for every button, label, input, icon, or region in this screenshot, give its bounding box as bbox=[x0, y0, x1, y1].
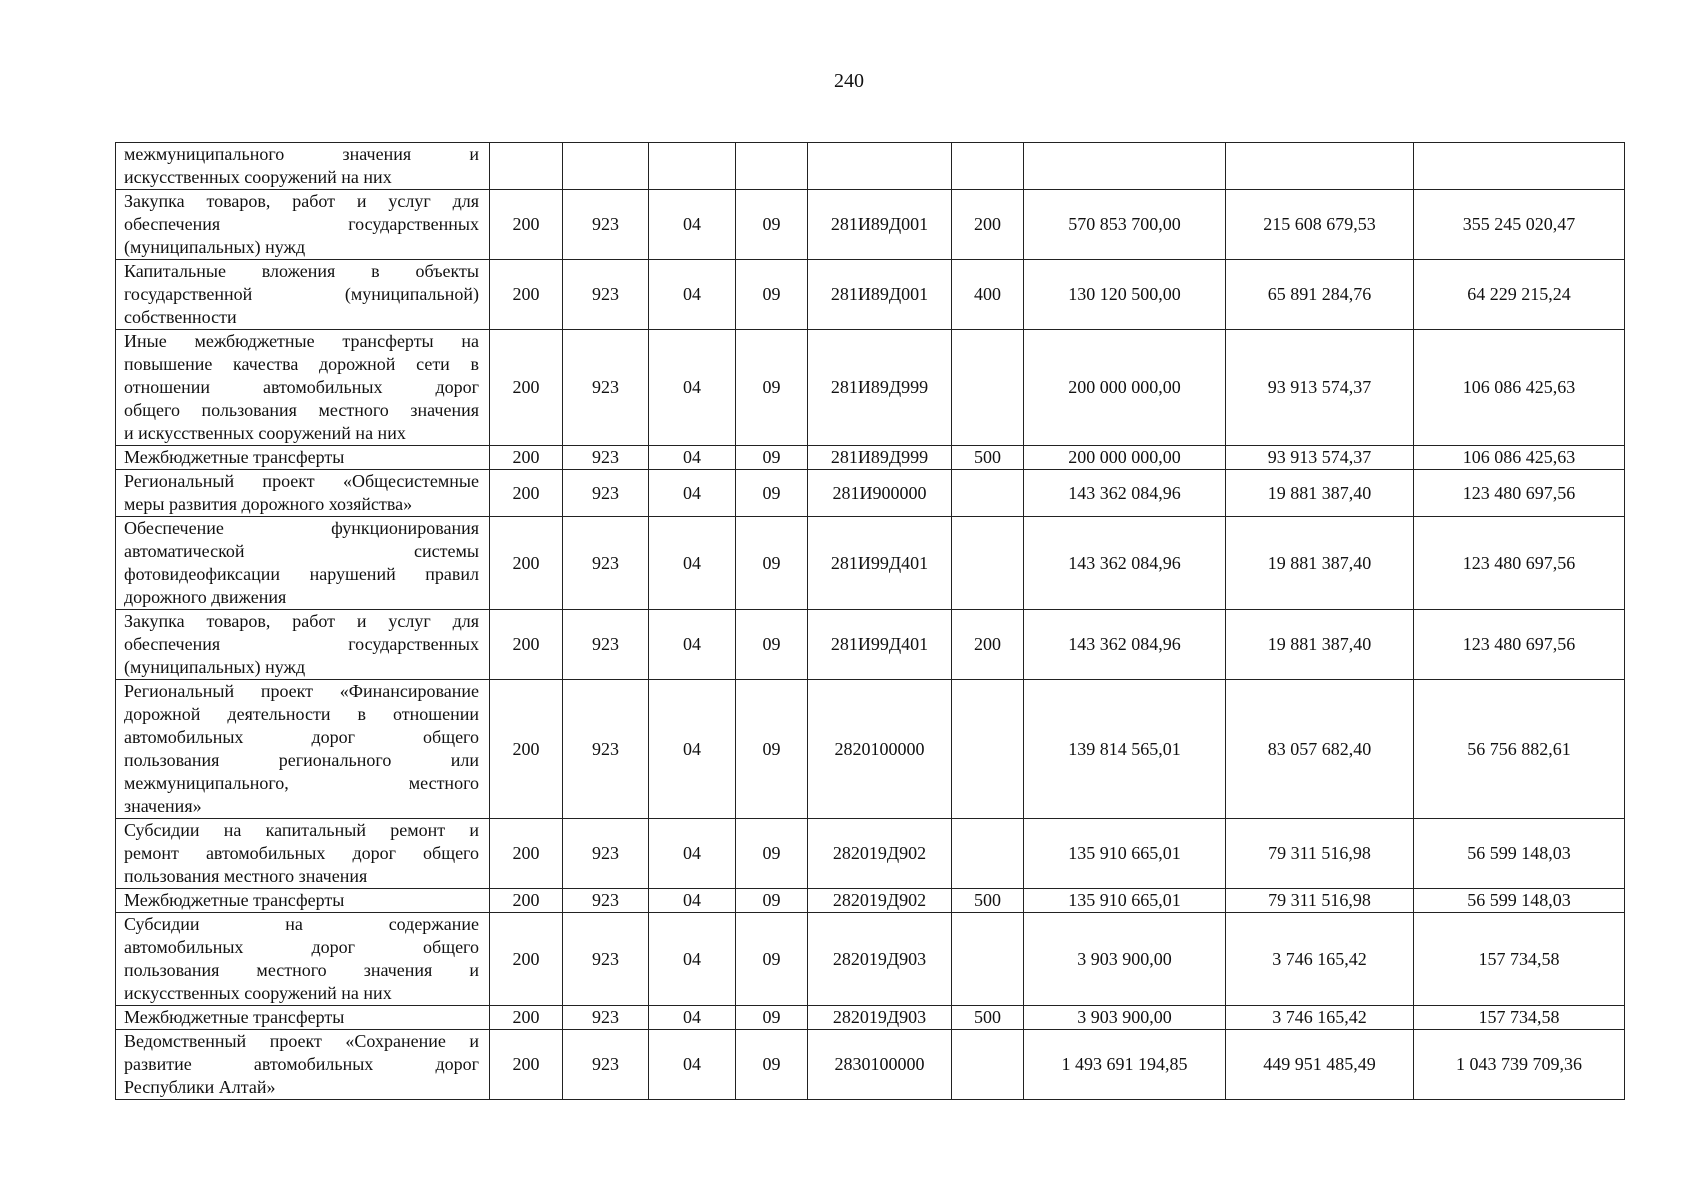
row-name-line: дорожного движения bbox=[124, 587, 287, 607]
row-name-line: Субсидии на капитальный ремонт и bbox=[124, 820, 479, 840]
cell-c3: 04 bbox=[649, 517, 736, 610]
cell-v1: 3 903 900,00 bbox=[1024, 1006, 1226, 1030]
table-row bbox=[116, 819, 1625, 889]
row-name-line: автомобильных дорог общего bbox=[124, 727, 479, 747]
cell-c1: 200 bbox=[490, 330, 563, 446]
cell-c2: 923 bbox=[563, 517, 649, 610]
cell-v1 bbox=[1024, 143, 1226, 190]
cell-c4: 09 bbox=[736, 260, 808, 330]
table-row bbox=[116, 1006, 1625, 1030]
table-row bbox=[116, 470, 1625, 517]
cell-c4: 09 bbox=[736, 1030, 808, 1100]
cell-c2: 923 bbox=[563, 190, 649, 260]
cell-c6: 200 bbox=[952, 610, 1024, 680]
cell-c5: 282019Д902 bbox=[808, 889, 952, 913]
row-name-line: искусственных сооружений на них bbox=[124, 983, 392, 1003]
table-row bbox=[116, 517, 1625, 610]
row-name-line: искусственных сооружений на них bbox=[124, 167, 392, 187]
row-name-line: (муниципальных) нужд bbox=[124, 657, 306, 677]
cell-c3: 04 bbox=[649, 330, 736, 446]
cell-v3: 1 043 739 709,36 bbox=[1414, 1030, 1625, 1100]
cell-v3: 56 756 882,61 bbox=[1414, 680, 1625, 819]
cell-c2: 923 bbox=[563, 470, 649, 517]
cell-v1: 570 853 700,00 bbox=[1024, 190, 1226, 260]
cell-c2: 923 bbox=[563, 819, 649, 889]
cell-v2: 19 881 387,40 bbox=[1226, 470, 1414, 517]
cell-v3: 56 599 148,03 bbox=[1414, 889, 1625, 913]
cell-c4: 09 bbox=[736, 330, 808, 446]
cell-v2: 93 913 574,37 bbox=[1226, 330, 1414, 446]
table-row bbox=[116, 446, 1625, 470]
row-name-line: значения» bbox=[124, 796, 202, 816]
cell-c6: 500 bbox=[952, 889, 1024, 913]
cell-c3: 04 bbox=[649, 446, 736, 470]
cell-c5: 2830100000 bbox=[808, 1030, 952, 1100]
row-name-line: автоматической системы bbox=[124, 541, 479, 561]
cell-c6 bbox=[952, 330, 1024, 446]
cell-c6 bbox=[952, 680, 1024, 819]
cell-v3: 56 599 148,03 bbox=[1414, 819, 1625, 889]
cell-v2: 19 881 387,40 bbox=[1226, 610, 1414, 680]
cell-v1: 200 000 000,00 bbox=[1024, 446, 1226, 470]
cell-v2: 215 608 679,53 bbox=[1226, 190, 1414, 260]
cell-c1: 200 bbox=[490, 680, 563, 819]
cell-c6 bbox=[952, 517, 1024, 610]
row-name-line: Закупка товаров, работ и услуг для bbox=[124, 191, 479, 211]
cell-c6 bbox=[952, 143, 1024, 190]
cell-c3: 04 bbox=[649, 610, 736, 680]
cell-c6: 500 bbox=[952, 446, 1024, 470]
cell-v2: 3 746 165,42 bbox=[1226, 913, 1414, 1006]
cell-c4: 09 bbox=[736, 680, 808, 819]
cell-c2: 923 bbox=[563, 680, 649, 819]
row-name-line: пользования регионального или bbox=[124, 750, 479, 770]
cell-c5: 282019Д903 bbox=[808, 913, 952, 1006]
cell-c1: 200 bbox=[490, 446, 563, 470]
row-name-line: Закупка товаров, работ и услуг для bbox=[124, 611, 479, 631]
cell-v3: 123 480 697,56 bbox=[1414, 517, 1625, 610]
cell-v2: 449 951 485,49 bbox=[1226, 1030, 1414, 1100]
cell-v1: 139 814 565,01 bbox=[1024, 680, 1226, 819]
row-name-line: обеспечения государственных bbox=[124, 214, 479, 234]
cell-v1: 130 120 500,00 bbox=[1024, 260, 1226, 330]
row-name-line: (муниципальных) нужд bbox=[124, 237, 306, 257]
cell-c1: 200 bbox=[490, 517, 563, 610]
cell-c4: 09 bbox=[736, 610, 808, 680]
cell-v2: 65 891 284,76 bbox=[1226, 260, 1414, 330]
cell-v3: 123 480 697,56 bbox=[1414, 470, 1625, 517]
row-name-line: Межбюджетные трансферты bbox=[124, 1007, 345, 1027]
cell-c1: 200 bbox=[490, 819, 563, 889]
row-name-line: и искусственных сооружений на них bbox=[124, 423, 406, 443]
cell-c2: 923 bbox=[563, 1030, 649, 1100]
table-row bbox=[116, 889, 1625, 913]
row-name bbox=[116, 680, 490, 819]
row-name-line: дорожной деятельности в отношении bbox=[124, 704, 479, 724]
row-name-line: Республики Алтай» bbox=[124, 1077, 276, 1097]
cell-v1: 143 362 084,96 bbox=[1024, 517, 1226, 610]
cell-c3: 04 bbox=[649, 1030, 736, 1100]
cell-c5: 282019Д902 bbox=[808, 819, 952, 889]
cell-c2: 923 bbox=[563, 913, 649, 1006]
cell-c5: 281И99Д401 bbox=[808, 610, 952, 680]
row-name bbox=[116, 1030, 490, 1100]
cell-c5: 282019Д903 bbox=[808, 1006, 952, 1030]
cell-c6 bbox=[952, 913, 1024, 1006]
cell-v3 bbox=[1414, 143, 1625, 190]
cell-c3: 04 bbox=[649, 680, 736, 819]
cell-c4: 09 bbox=[736, 913, 808, 1006]
cell-c3: 04 bbox=[649, 1006, 736, 1030]
cell-v2: 79 311 516,98 bbox=[1226, 889, 1414, 913]
cell-c3: 04 bbox=[649, 260, 736, 330]
row-name-line: пользования местного значения и bbox=[124, 960, 479, 980]
row-name bbox=[116, 889, 490, 913]
cell-v1: 143 362 084,96 bbox=[1024, 470, 1226, 517]
row-name-line: общего пользования местного значения bbox=[124, 400, 479, 420]
row-name-line: пользования местного значения bbox=[124, 866, 368, 886]
cell-c1: 200 bbox=[490, 1030, 563, 1100]
cell-c3: 04 bbox=[649, 470, 736, 517]
row-name-line: Межбюджетные трансферты bbox=[124, 890, 345, 910]
cell-c5 bbox=[808, 143, 952, 190]
cell-c5: 281И99Д401 bbox=[808, 517, 952, 610]
cell-c3 bbox=[649, 143, 736, 190]
table-row bbox=[116, 610, 1625, 680]
cell-c2: 923 bbox=[563, 330, 649, 446]
row-name bbox=[116, 610, 490, 680]
row-name bbox=[116, 330, 490, 446]
table-row bbox=[116, 143, 1625, 190]
cell-c6 bbox=[952, 470, 1024, 517]
row-name-line: Обеспечение функционирования bbox=[124, 518, 479, 538]
cell-v3: 157 734,58 bbox=[1414, 913, 1625, 1006]
cell-c3: 04 bbox=[649, 889, 736, 913]
cell-v1: 135 910 665,01 bbox=[1024, 889, 1226, 913]
cell-c6: 500 bbox=[952, 1006, 1024, 1030]
row-name-line: фотовидеофиксации нарушений правил bbox=[124, 564, 479, 584]
cell-c2: 923 bbox=[563, 610, 649, 680]
cell-v1: 135 910 665,01 bbox=[1024, 819, 1226, 889]
cell-c1: 200 bbox=[490, 1006, 563, 1030]
cell-v3: 157 734,58 bbox=[1414, 1006, 1625, 1030]
row-name-line: ремонт автомобильных дорог общего bbox=[124, 843, 479, 863]
cell-c5: 281И89Д001 bbox=[808, 190, 952, 260]
cell-c4: 09 bbox=[736, 889, 808, 913]
cell-c2: 923 bbox=[563, 889, 649, 913]
row-name bbox=[116, 143, 490, 190]
cell-c4: 09 bbox=[736, 517, 808, 610]
cell-c1: 200 bbox=[490, 260, 563, 330]
row-name-line: Ведомственный проект «Сохранение и bbox=[124, 1031, 479, 1051]
row-name-line: собственности bbox=[124, 307, 237, 327]
row-name-line: отношении автомобильных дорог bbox=[124, 377, 479, 397]
cell-c1: 200 bbox=[490, 190, 563, 260]
cell-c6: 400 bbox=[952, 260, 1024, 330]
cell-c5: 281И900000 bbox=[808, 470, 952, 517]
cell-v2 bbox=[1226, 143, 1414, 190]
row-name-line: автомобильных дорог общего bbox=[124, 937, 479, 957]
cell-c4: 09 bbox=[736, 819, 808, 889]
cell-v1: 200 000 000,00 bbox=[1024, 330, 1226, 446]
cell-c2 bbox=[563, 143, 649, 190]
cell-c4 bbox=[736, 143, 808, 190]
table-row bbox=[116, 260, 1625, 330]
cell-c2: 923 bbox=[563, 1006, 649, 1030]
row-name-line: развитие автомобильных дорог bbox=[124, 1054, 479, 1074]
cell-v3: 64 229 215,24 bbox=[1414, 260, 1625, 330]
cell-c4: 09 bbox=[736, 470, 808, 517]
row-name-line: Межбюджетные трансферты bbox=[124, 447, 345, 467]
cell-c1 bbox=[490, 143, 563, 190]
cell-c6 bbox=[952, 1030, 1024, 1100]
row-name bbox=[116, 819, 490, 889]
cell-c4: 09 bbox=[736, 446, 808, 470]
row-name-line: межмуниципального значения и bbox=[124, 144, 479, 164]
row-name-line: межмуниципального, местного bbox=[124, 773, 479, 793]
cell-v2: 79 311 516,98 bbox=[1226, 819, 1414, 889]
cell-v3: 106 086 425,63 bbox=[1414, 446, 1625, 470]
cell-v2: 3 746 165,42 bbox=[1226, 1006, 1414, 1030]
page-number: 240 bbox=[834, 70, 864, 92]
table-row bbox=[116, 680, 1625, 819]
row-name bbox=[116, 190, 490, 260]
cell-v2: 19 881 387,40 bbox=[1226, 517, 1414, 610]
row-name bbox=[116, 913, 490, 1006]
cell-c5: 281И89Д999 bbox=[808, 446, 952, 470]
row-name-line: повышение качества дорожной сети в bbox=[124, 354, 479, 374]
row-name-line: Капитальные вложения в объекты bbox=[124, 261, 479, 281]
row-name-line: Региональный проект «Общесистемные bbox=[124, 471, 479, 491]
cell-v3: 355 245 020,47 bbox=[1414, 190, 1625, 260]
cell-c5: 281И89Д999 bbox=[808, 330, 952, 446]
cell-c5: 2820100000 bbox=[808, 680, 952, 819]
cell-c2: 923 bbox=[563, 260, 649, 330]
row-name-line: Региональный проект «Финансирование bbox=[124, 681, 479, 701]
cell-c1: 200 bbox=[490, 889, 563, 913]
cell-c3: 04 bbox=[649, 190, 736, 260]
cell-c5: 281И89Д001 bbox=[808, 260, 952, 330]
table-row bbox=[116, 1030, 1625, 1100]
cell-v3: 106 086 425,63 bbox=[1414, 330, 1625, 446]
cell-c2: 923 bbox=[563, 446, 649, 470]
table-body bbox=[116, 143, 1625, 1100]
row-name bbox=[116, 517, 490, 610]
cell-v1: 143 362 084,96 bbox=[1024, 610, 1226, 680]
cell-c4: 09 bbox=[736, 190, 808, 260]
cell-c4: 09 bbox=[736, 1006, 808, 1030]
cell-c1: 200 bbox=[490, 610, 563, 680]
cell-c6 bbox=[952, 819, 1024, 889]
cell-c3: 04 bbox=[649, 913, 736, 1006]
table-row bbox=[116, 190, 1625, 260]
budget-table bbox=[115, 142, 1625, 1100]
row-name-line: государственной (муниципальной) bbox=[124, 284, 479, 304]
row-name-line: обеспечения государственных bbox=[124, 634, 479, 654]
row-name-line: Иные межбюджетные трансферты на bbox=[124, 331, 479, 351]
cell-v1: 1 493 691 194,85 bbox=[1024, 1030, 1226, 1100]
cell-v3: 123 480 697,56 bbox=[1414, 610, 1625, 680]
row-name bbox=[116, 260, 490, 330]
cell-c6: 200 bbox=[952, 190, 1024, 260]
table-row bbox=[116, 913, 1625, 1006]
table-row bbox=[116, 330, 1625, 446]
cell-c3: 04 bbox=[649, 819, 736, 889]
row-name-line: Субсидии на содержание bbox=[124, 914, 479, 934]
cell-v2: 93 913 574,37 bbox=[1226, 446, 1414, 470]
cell-c1: 200 bbox=[490, 913, 563, 1006]
cell-v2: 83 057 682,40 bbox=[1226, 680, 1414, 819]
cell-v1: 3 903 900,00 bbox=[1024, 913, 1226, 1006]
row-name-line: меры развития дорожного хозяйства» bbox=[124, 494, 413, 514]
row-name bbox=[116, 1006, 490, 1030]
row-name bbox=[116, 470, 490, 517]
cell-c1: 200 bbox=[490, 470, 563, 517]
row-name bbox=[116, 446, 490, 470]
